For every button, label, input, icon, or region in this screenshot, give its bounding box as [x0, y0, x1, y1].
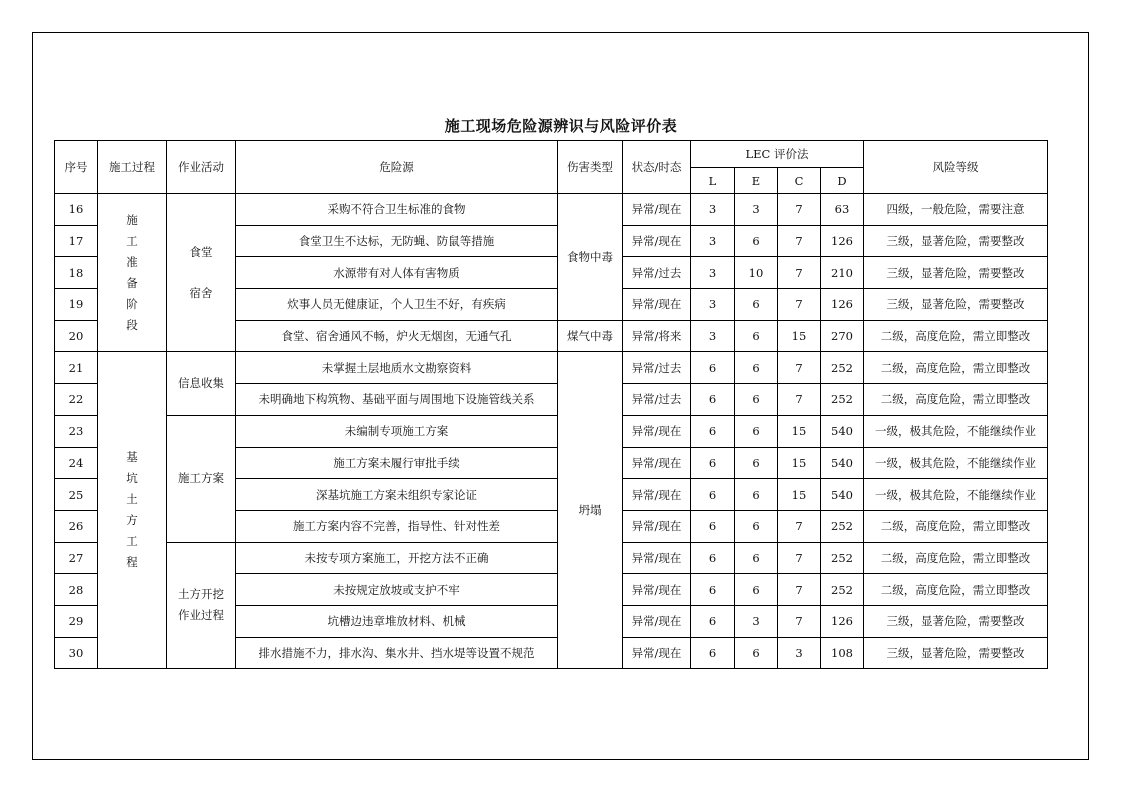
header-activity: 作业活动 — [167, 141, 236, 194]
risk-level-cell: 二级，高度危险，需立即整改 — [864, 352, 1048, 384]
risk-level-cell: 二级，高度危险，需立即整改 — [864, 574, 1048, 606]
state-cell: 异常/现在 — [623, 510, 691, 542]
risk-level-cell: 一级，极其危险，不能继续作业 — [864, 479, 1048, 511]
header-hazard: 危险源 — [236, 141, 558, 194]
lec-l-cell: 6 — [691, 447, 735, 479]
lec-l-cell: 3 — [691, 289, 735, 321]
hazard-cell: 坑槽边违章堆放材料、机械 — [236, 605, 558, 637]
state-cell: 异常/现在 — [623, 415, 691, 447]
activity-cell — [167, 352, 236, 415]
lec-d-cell: 252 — [821, 352, 864, 384]
lec-e-cell: 3 — [735, 194, 778, 226]
seq-cell: 21 — [55, 352, 98, 384]
lec-l-cell: 6 — [691, 637, 735, 669]
risk-level-cell: 一级，极其危险，不能继续作业 — [864, 447, 1048, 479]
lec-c-cell: 3 — [778, 637, 821, 669]
lec-d-cell: 210 — [821, 257, 864, 289]
lec-e-cell: 6 — [735, 447, 778, 479]
lec-c-cell: 7 — [778, 605, 821, 637]
lec-d-cell: 540 — [821, 479, 864, 511]
state-cell: 异常/过去 — [623, 257, 691, 289]
lec-e-cell: 6 — [735, 479, 778, 511]
lec-c-cell: 7 — [778, 384, 821, 416]
activity-cell — [167, 542, 236, 669]
header-l: L — [691, 168, 735, 194]
seq-cell: 18 — [55, 257, 98, 289]
table-row — [55, 194, 1048, 226]
lec-c-cell: 7 — [778, 257, 821, 289]
state-cell: 异常/现在 — [623, 574, 691, 606]
hazard-cell: 未编制专项施工方案 — [236, 415, 558, 447]
lec-d-cell: 540 — [821, 447, 864, 479]
seq-cell: 30 — [55, 637, 98, 669]
lec-c-cell: 7 — [778, 574, 821, 606]
harm-type-cell: 煤气中毒 — [558, 320, 623, 352]
lec-e-cell: 6 — [735, 352, 778, 384]
lec-l-cell: 6 — [691, 352, 735, 384]
harm-type-cell: 坍塌 — [558, 352, 623, 669]
state-cell: 异常/过去 — [623, 352, 691, 384]
state-cell: 异常/现在 — [623, 194, 691, 226]
lec-d-cell: 63 — [821, 194, 864, 226]
hazard-risk-table — [54, 140, 1048, 669]
hazard-cell: 施工方案未履行审批手续 — [236, 447, 558, 479]
lec-e-cell: 6 — [735, 289, 778, 321]
risk-level-cell: 三级，显著危险，需要整改 — [864, 225, 1048, 257]
state-cell: 异常/现在 — [623, 447, 691, 479]
lec-c-cell: 7 — [778, 510, 821, 542]
process-cell-text: 基 坑 土 方 工 程 — [126, 450, 138, 570]
activity-cell-text: 土方开挖 作业过程 — [178, 587, 224, 623]
lec-e-cell: 3 — [735, 605, 778, 637]
activity-cell-text: 信息收集 — [178, 376, 224, 391]
risk-level-cell: 二级，高度危险，需立即整改 — [864, 510, 1048, 542]
risk-level-cell: 二级，高度危险，需立即整改 — [864, 384, 1048, 416]
hazard-cell: 食堂卫生不达标，无防蝇、防鼠等措施 — [236, 225, 558, 257]
risk-level-cell: 四级，一般危险，需要注意 — [864, 194, 1048, 226]
process-cell-text: 施 工 准 备 阶 段 — [126, 212, 138, 332]
lec-e-cell: 6 — [735, 542, 778, 574]
lec-c-cell: 7 — [778, 352, 821, 384]
lec-e-cell: 6 — [735, 320, 778, 352]
lec-c-cell: 7 — [778, 194, 821, 226]
document-title: 施工现场危险源辨识与风险评价表 — [444, 117, 678, 135]
hazard-cell: 炊事人员无健康证，个人卫生不好，有疾病 — [236, 289, 558, 321]
lec-c-cell: 15 — [778, 320, 821, 352]
lec-d-cell: 252 — [821, 542, 864, 574]
seq-cell: 17 — [55, 225, 98, 257]
hazard-cell: 未明确地下构筑物、基础平面与周围地下设施管线关系 — [236, 384, 558, 416]
lec-l-cell: 3 — [691, 194, 735, 226]
risk-level-cell: 二级，高度危险，需立即整改 — [864, 320, 1048, 352]
lec-d-cell: 270 — [821, 320, 864, 352]
lec-d-cell: 126 — [821, 225, 864, 257]
header-lec: LEC 评价法 — [691, 141, 864, 168]
seq-cell: 19 — [55, 289, 98, 321]
lec-l-cell: 6 — [691, 384, 735, 416]
process-cell — [98, 352, 167, 669]
risk-level-cell: 三级，显著危险，需要整改 — [864, 289, 1048, 321]
table-row — [55, 352, 1048, 384]
lec-l-cell: 6 — [691, 479, 735, 511]
lec-l-cell: 6 — [691, 510, 735, 542]
hazard-cell: 施工方案内容不完善，指导性、针对性差 — [236, 510, 558, 542]
seq-cell: 22 — [55, 384, 98, 416]
state-cell: 异常/现在 — [623, 225, 691, 257]
lec-e-cell: 6 — [735, 574, 778, 606]
header-d: D — [821, 168, 864, 194]
process-cell — [98, 194, 167, 352]
state-cell: 异常/现在 — [623, 637, 691, 669]
seq-cell: 27 — [55, 542, 98, 574]
lec-d-cell: 252 — [821, 510, 864, 542]
lec-l-cell: 6 — [691, 415, 735, 447]
lec-e-cell: 6 — [735, 415, 778, 447]
lec-c-cell: 15 — [778, 447, 821, 479]
risk-level-cell: 三级，显著危险，需要整改 — [864, 605, 1048, 637]
table-row — [55, 415, 1048, 447]
lec-e-cell: 6 — [735, 637, 778, 669]
header-e: E — [735, 168, 778, 194]
lec-c-cell: 15 — [778, 479, 821, 511]
header-state: 状态/时态 — [623, 141, 691, 194]
lec-e-cell: 6 — [735, 384, 778, 416]
lec-c-cell: 15 — [778, 415, 821, 447]
lec-d-cell: 126 — [821, 289, 864, 321]
lec-d-cell: 252 — [821, 574, 864, 606]
lec-l-cell: 3 — [691, 225, 735, 257]
hazard-cell: 采购不符合卫生标准的食物 — [236, 194, 558, 226]
hazard-cell: 未按规定放坡或支护不牢 — [236, 574, 558, 606]
hazard-cell: 深基坑施工方案未组织专家论证 — [236, 479, 558, 511]
state-cell: 异常/现在 — [623, 479, 691, 511]
harm-type-cell: 食物中毒 — [558, 194, 623, 321]
state-cell: 异常/将来 — [623, 320, 691, 352]
hazard-cell: 食堂、宿舍通风不畅，炉火无烟囱，无通气孔 — [236, 320, 558, 352]
activity-cell-text: 施工方案 — [178, 471, 224, 486]
hazard-cell: 水源带有对人体有害物质 — [236, 257, 558, 289]
lec-c-cell: 7 — [778, 289, 821, 321]
header-seq: 序号 — [55, 141, 98, 194]
risk-level-cell: 三级，显著危险，需要整改 — [864, 637, 1048, 669]
risk-level-cell: 三级，显著危险，需要整改 — [864, 257, 1048, 289]
risk-level-cell: 二级，高度危险，需立即整改 — [864, 542, 1048, 574]
lec-l-cell: 3 — [691, 320, 735, 352]
lec-c-cell: 7 — [778, 225, 821, 257]
table-row — [55, 542, 1048, 574]
header-process: 施工过程 — [98, 141, 167, 194]
header-risk-level: 风险等级 — [864, 141, 1048, 194]
seq-cell: 24 — [55, 447, 98, 479]
risk-level-cell: 一级，极其危险，不能继续作业 — [864, 415, 1048, 447]
lec-l-cell: 6 — [691, 605, 735, 637]
lec-l-cell: 3 — [691, 257, 735, 289]
activity-cell-text: 食堂 宿舍 — [189, 244, 213, 300]
activity-cell — [167, 194, 236, 352]
seq-cell: 20 — [55, 320, 98, 352]
seq-cell: 26 — [55, 510, 98, 542]
lec-e-cell: 6 — [735, 510, 778, 542]
seq-cell: 16 — [55, 194, 98, 226]
hazard-cell: 未掌握土层地质水文勘察资料 — [236, 352, 558, 384]
state-cell: 异常/过去 — [623, 384, 691, 416]
activity-cell — [167, 415, 236, 542]
state-cell: 异常/现在 — [623, 542, 691, 574]
header-c: C — [778, 168, 821, 194]
lec-d-cell: 126 — [821, 605, 864, 637]
lec-d-cell: 540 — [821, 415, 864, 447]
table-body — [55, 194, 1048, 669]
seq-cell: 29 — [55, 605, 98, 637]
header-harm-type: 伤害类型 — [558, 141, 623, 194]
state-cell: 异常/现在 — [623, 605, 691, 637]
seq-cell: 28 — [55, 574, 98, 606]
lec-d-cell: 252 — [821, 384, 864, 416]
lec-c-cell: 7 — [778, 542, 821, 574]
lec-d-cell: 108 — [821, 637, 864, 669]
lec-l-cell: 6 — [691, 574, 735, 606]
hazard-cell: 未按专项方案施工，开挖方法不正确 — [236, 542, 558, 574]
seq-cell: 25 — [55, 479, 98, 511]
state-cell: 异常/现在 — [623, 289, 691, 321]
hazard-cell: 排水措施不力，排水沟、集水井、挡水堤等设置不规范 — [236, 637, 558, 669]
lec-e-cell: 10 — [735, 257, 778, 289]
seq-cell: 23 — [55, 415, 98, 447]
lec-l-cell: 6 — [691, 542, 735, 574]
lec-e-cell: 6 — [735, 225, 778, 257]
